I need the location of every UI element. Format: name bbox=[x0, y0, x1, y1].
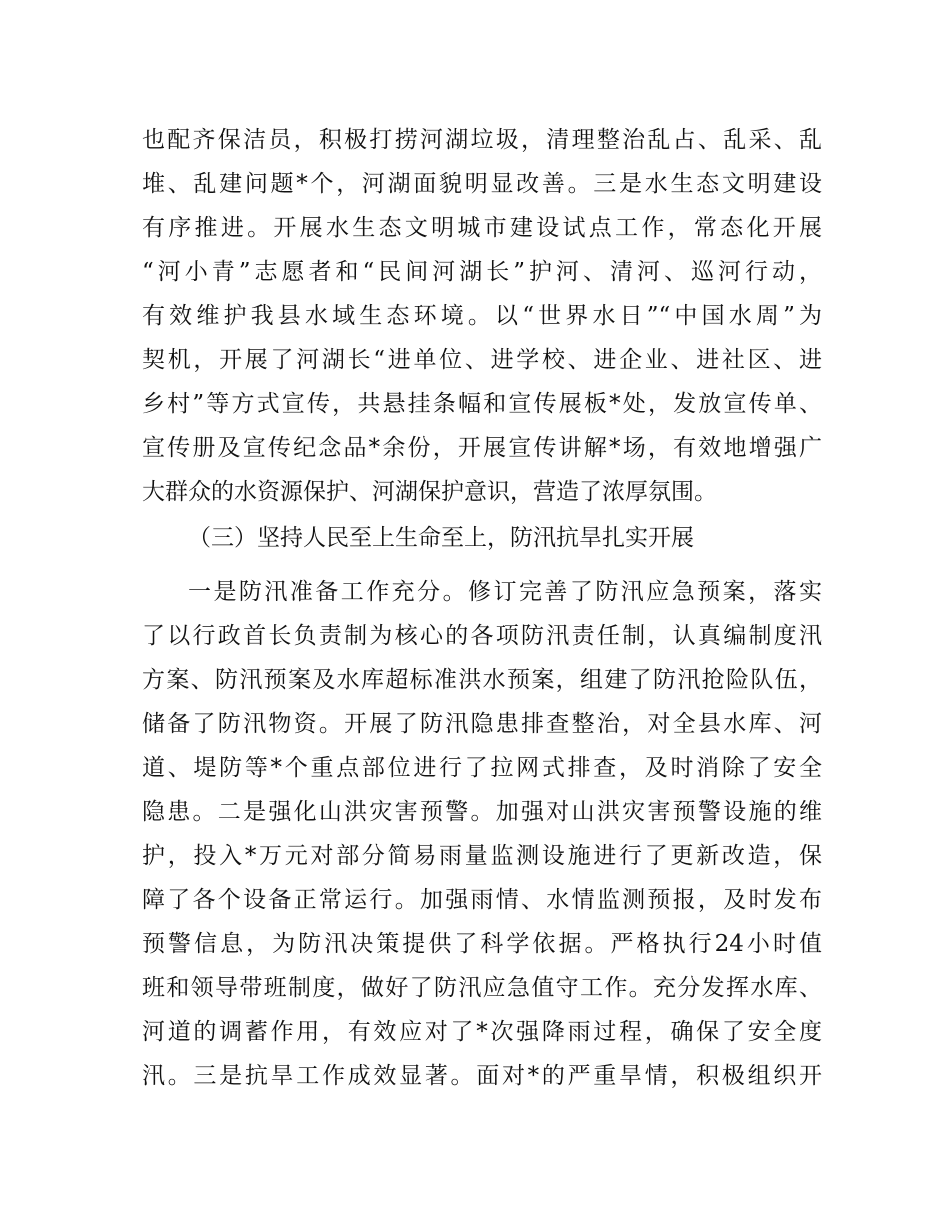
paragraph-line: 班和领导带班制度，做好了防汛应急值守工作。充分发挥水库、 bbox=[142, 975, 822, 1001]
paragraph-line: 方案、防汛预案及水库超标准洪水预案，组建了防汛抢险队伍， bbox=[142, 667, 822, 693]
paragraph-flood-control bbox=[142, 570, 822, 1098]
paragraph-line: 大群众的水资源保护、河湖保护意识，营造了浓厚氛围。 bbox=[142, 479, 717, 505]
paragraph-line: 有效维护我县水域生态环境。以“世界水日”“中国水周”为 bbox=[142, 303, 822, 329]
paragraph-line: 道、堤防等*个重点部位进行了拉网式排查，及时消除了安全 bbox=[142, 755, 822, 781]
paragraph-line: 乡村”等方式宣传，共悬挂条幅和宣传展板*处，发放宣传单、 bbox=[142, 391, 822, 417]
paragraph-line: 预警信息，为防汛决策提供了科学依据。严格执行24小时值 bbox=[142, 931, 822, 957]
paragraph-line: 汛。三是抗旱工作成效显著。面对*的严重旱情，积极组织开 bbox=[142, 1063, 822, 1089]
paragraph-line: 有序推进。开展水生态文明城市建设试点工作，常态化开展 bbox=[142, 215, 822, 241]
section-heading-flood-drought bbox=[142, 516, 822, 560]
paragraph-line: 储备了防汛物资。开展了防汛隐患排查整治，对全县水库、河 bbox=[142, 711, 822, 737]
paragraph-line: 河道的调蓄作用，有效应对了*次强降雨过程，确保了安全度 bbox=[142, 1019, 822, 1045]
paragraph-river-lake-management bbox=[142, 118, 822, 514]
paragraph-line: 契机，开展了河湖长“进单位、进学校、进企业、进社区、进 bbox=[142, 347, 822, 373]
paragraph-line: 了以行政首长负责制为核心的各项防汛责任制，认真编制度汛 bbox=[142, 623, 822, 649]
paragraph-line: 一是防汛准备工作充分。修订完善了防汛应急预案，落实 bbox=[188, 579, 822, 605]
paragraph-line: 宣传册及宣传纪念品*余份，开展宣传讲解*场，有效地增强广 bbox=[142, 435, 822, 461]
paragraph-line: 堆、乱建问题*个，河湖面貌明显改善。三是水生态文明建设 bbox=[142, 171, 822, 197]
paragraph-line: 隐患。二是强化山洪灾害预警。加强对山洪灾害预警设施的维 bbox=[142, 799, 822, 825]
paragraph-line: 障了各个设备正常运行。加强雨情、水情监测预报，及时发布 bbox=[142, 887, 822, 913]
section-heading-text: （三）坚持人民至上生命至上，防汛抗旱扎实开展 bbox=[188, 525, 694, 551]
paragraph-line: 也配齐保洁员，积极打捞河湖垃圾，清理整治乱占、乱采、乱 bbox=[142, 127, 822, 153]
paragraph-line: “河小青”志愿者和“民间河湖长”护河、清河、巡河行动， bbox=[142, 259, 822, 285]
paragraph-line: 护，投入*万元对部分简易雨量监测设施进行了更新改造，保 bbox=[142, 843, 822, 869]
